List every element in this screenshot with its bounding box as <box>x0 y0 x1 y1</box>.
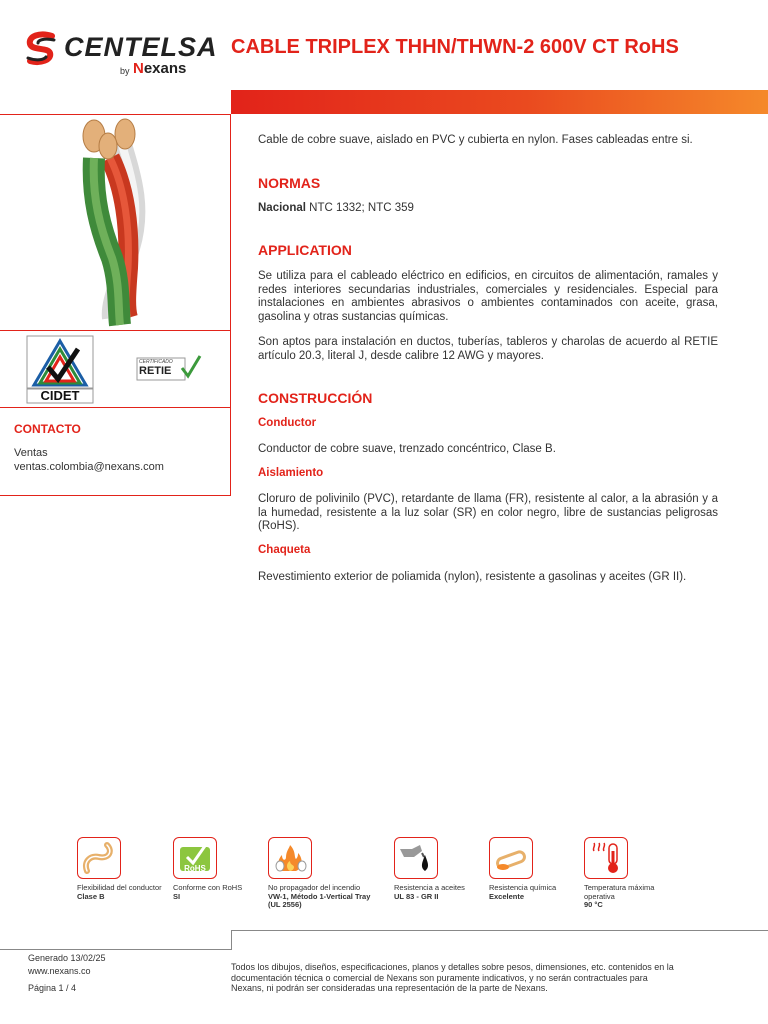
chaqueta-text: Revestimiento exterior de poliamida (nylon), resistente a gasolinas y aceites (GR II). <box>258 571 687 583</box>
rohs-icon <box>173 837 217 879</box>
fire-caption: No propagador del incendio VW-1, Método 1-Vertical Tray (UL 2556) <box>268 883 371 909</box>
cidet-label: CIDET <box>40 388 80 403</box>
aislamiento-text: Cloruro de polivinilo (PVC), retardante de llama (FR), resistente al calor, a la abrasión y a la humedad, resistente a la luz solar (SR) en color negro, libre de sustancias peligrosas (RoHS). <box>258 493 718 532</box>
centelsa-s-icon <box>22 30 62 70</box>
conductor-heading: Conductor <box>258 417 317 429</box>
nexans-rest: exans <box>143 60 187 77</box>
page-number: Página 1 / 4 <box>28 983 77 993</box>
rohs-badge-label: RoHS <box>184 863 206 873</box>
footer-divider <box>231 930 232 950</box>
flexibility-icon <box>77 837 121 879</box>
temperature-icon <box>584 837 628 879</box>
retie-logo <box>136 354 204 382</box>
normas-value: NTC 1332; NTC 359 <box>305 202 414 214</box>
application-paragraph: Se utiliza para el cableado eléctrico en edificios, en circuitos de alimentación, ramales y redes interiores secundarias industriales, comerciales y residenciales. Especial para instalaciones en ambientes abrasivos o ambientes contaminados con aceite, grasa, gasolina y otras sustancias químicas. <box>258 270 718 323</box>
brand-by: by <box>120 66 130 76</box>
retie-label: RETIE <box>139 365 172 377</box>
rohs-caption: Conforme con RoHS SI <box>173 883 243 901</box>
nexans-logo <box>133 60 186 77</box>
chemical-resistance-caption: Resistencia química Excelente <box>489 883 557 901</box>
website-link[interactable]: www.nexans.co <box>28 966 91 976</box>
oil-resistance-icon <box>394 837 438 879</box>
contact-line: Ventas <box>14 447 48 459</box>
generated-date: Generado 13/02/25 <box>28 953 106 963</box>
page-title: CABLE TRIPLEX THHN/THWN-2 600V CT RoHS <box>231 36 679 58</box>
fire-icon <box>268 837 312 879</box>
application-paragraph: Son aptos para instalación en ductos, tuberías, tableros y charolas de acuerdo al RETIE artículo 20.3, literal J, desde calibre 12 AWG y mayores. <box>258 336 718 362</box>
contact-email[interactable]: ventas.colombia@nexans.com <box>14 461 164 473</box>
title-gradient-bar <box>231 90 768 114</box>
nexans-n: N <box>133 60 144 77</box>
brand-name: CENTELSA <box>64 32 218 62</box>
footer-divider <box>0 949 232 950</box>
left-divider <box>0 495 231 496</box>
cidet-logo <box>26 335 94 404</box>
oil-resistance-caption: Resistencia a aceites UL 83 - GR II <box>394 883 465 901</box>
normas-label: Nacional <box>258 202 306 214</box>
footer-divider <box>231 930 768 931</box>
intro-text: Cable de cobre suave, aislado en PVC y cubierta en nylon. Fases cableadas entre si. <box>258 134 693 146</box>
disclaimer-text: Todos los dibujos, diseños, especificaciones, planos y detalles sobre pesos, dimensiones, etc. contenidos en la documentación técnica o comercial de Nexans son puramente indicativos, y no serán contractuales para Nexans, ni podrán ser consideradas una representación de la parte de Nexans. <box>231 962 674 993</box>
normas-line <box>258 202 718 216</box>
application-heading: APPLICATION <box>258 242 352 258</box>
normas-heading: NORMAS <box>258 175 321 191</box>
retie-small-label: CERTIFICADO <box>139 359 173 365</box>
chemical-resistance-icon <box>489 837 533 879</box>
construccion-heading: CONSTRUCCIÓN <box>258 390 373 406</box>
conductor-text: Conductor de cobre suave, trenzado concéntrico, Clase B. <box>258 443 556 455</box>
flexibility-caption: Flexibilidad del conductor Clase B <box>77 883 162 901</box>
contact-heading: CONTACTO <box>14 422 81 436</box>
aislamiento-heading: Aislamiento <box>258 467 324 479</box>
temperature-caption: Temperatura máxima operativa 90 °C <box>584 883 655 909</box>
chaqueta-heading: Chaqueta <box>258 544 311 556</box>
cable-image <box>70 118 160 333</box>
left-divider <box>0 407 231 408</box>
